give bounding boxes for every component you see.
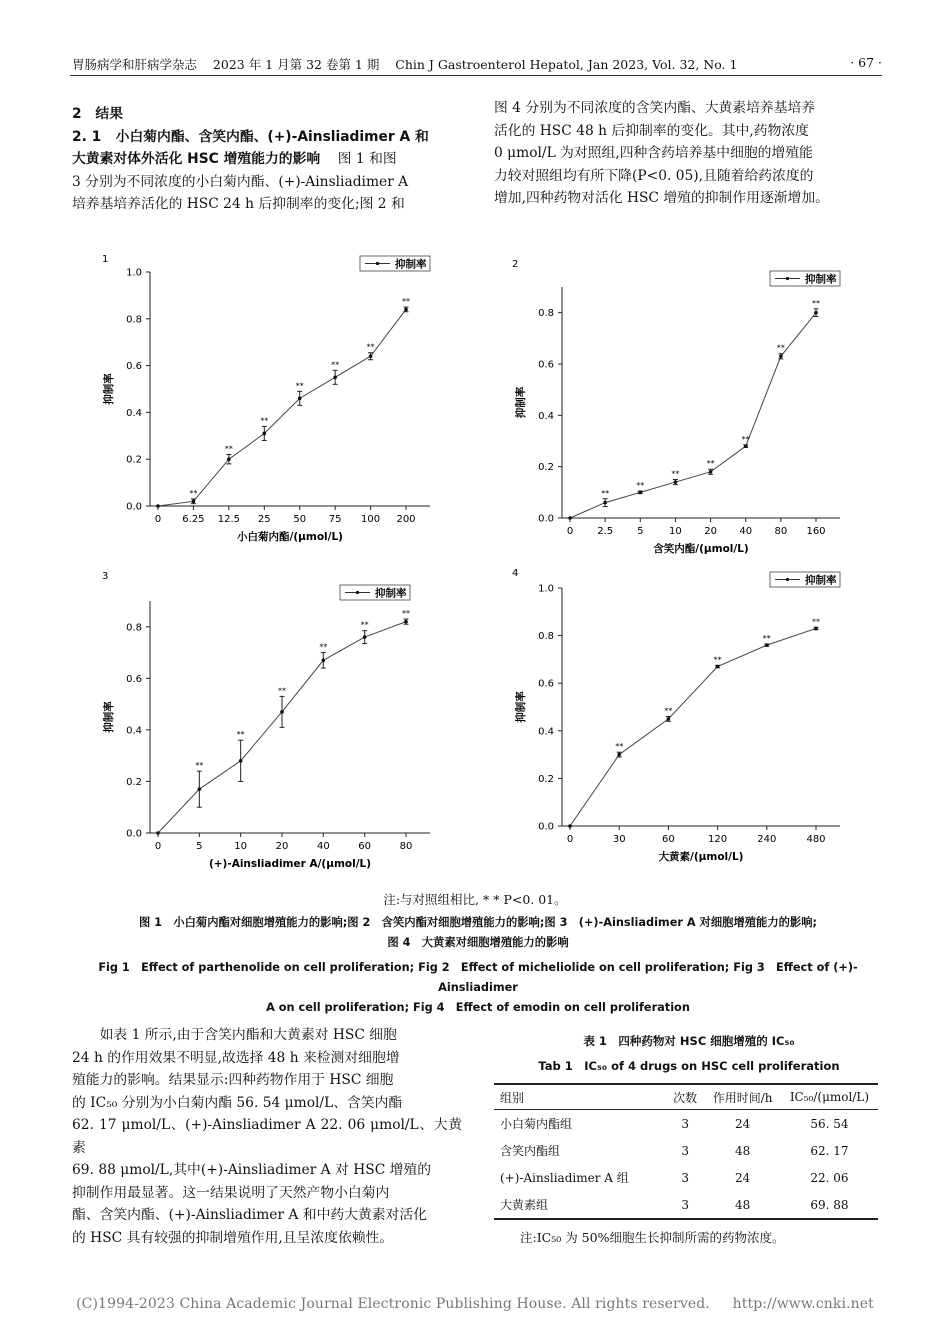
data-point xyxy=(192,500,196,504)
table-cell: 3 xyxy=(666,1191,704,1219)
significance-label: ** xyxy=(776,343,785,353)
legend-marker xyxy=(786,277,789,280)
x-tick-label: 40 xyxy=(316,841,330,852)
data-point xyxy=(709,470,713,474)
x-tick-label: 0 xyxy=(154,841,162,852)
y-tick-label: 0.6 xyxy=(538,359,554,371)
y-tick-label: 0.2 xyxy=(538,773,554,785)
significance-label: ** xyxy=(402,297,410,307)
table-cell: 62. 17 xyxy=(810,1143,849,1158)
y-tick-label: 0.8 xyxy=(538,631,554,643)
paragraph-line: 的 IC₅₀ 分别为小白菊内酯 56. 54 μmol/L、含笑内酯 xyxy=(72,1094,403,1111)
table-cell: 22. 06 xyxy=(810,1170,849,1185)
significance-label: ** xyxy=(195,761,204,771)
paragraph-line: 抑制作用最显著。这一结果说明了天然产物小白菊内 xyxy=(72,1184,390,1201)
y-tick-label: 0.6 xyxy=(126,673,142,685)
data-point xyxy=(363,635,367,639)
cnki-url: http://www.cnki.net xyxy=(732,1296,874,1312)
subheading-line-1 xyxy=(72,126,462,149)
paragraph-line: 殖能力的影响。结果显示:四种药物作用于 HSC 细胞 xyxy=(72,1072,394,1088)
data-point xyxy=(667,717,671,721)
data-point xyxy=(404,620,408,624)
paragraph-line: 活化的 HSC 48 h 后抑制率的变化。其中,药物浓度 xyxy=(494,122,809,139)
data-point xyxy=(603,501,607,505)
data-point xyxy=(369,354,373,358)
y-tick-label: 0.6 xyxy=(126,361,142,373)
table-header-row xyxy=(494,1084,878,1110)
significance-label: ** xyxy=(664,706,673,716)
series-line xyxy=(158,309,406,506)
chart-fig4 xyxy=(500,562,860,880)
figure-number: 4 xyxy=(512,568,519,579)
paragraph-line: 的 HSC 具有较强的抑制增殖作用,且呈浓度依赖性。 xyxy=(72,1229,394,1246)
table-row xyxy=(494,1191,878,1219)
table-cell: 56. 54 xyxy=(810,1116,849,1131)
significance-label: ** xyxy=(812,298,820,308)
chart-fig1 xyxy=(90,248,450,548)
y-tick-label: 0.0 xyxy=(126,501,142,513)
y-tick-label: 0.2 xyxy=(126,454,142,466)
x-tick-label: 480 xyxy=(806,834,826,845)
paragraph-line: 69. 88 μmol/L,其中(+)-Ainsliadimer A 对 HSC 增殖的 xyxy=(72,1162,432,1178)
y-tick-label: 1.0 xyxy=(538,583,554,595)
journal-name-en: Chin J Gastroenterol Hepatol, Jan 2023, Vol. 32, No. 1 xyxy=(395,57,738,72)
ic50-paragraph xyxy=(72,1024,462,1249)
table-row xyxy=(494,1137,878,1164)
running-header xyxy=(72,55,882,73)
legend-marker xyxy=(356,591,359,594)
table-title-cn: 表 1 四种药物对 HSC 细胞增殖的 IC₅₀ xyxy=(583,1034,795,1048)
figure-caption-cn-line-1: 图 1 小白菊内酯对细胞增殖能力的影响;图 2 含笑内酯对细胞增殖能力的影响;图 3 (+)-Ainsliadimer A 对细胞增殖能力的影响; xyxy=(138,916,818,929)
table-cell: 24 xyxy=(734,1170,751,1185)
significance-label: ** xyxy=(189,488,198,498)
x-tick-label: 12.5 xyxy=(217,514,240,525)
y-axis-label: 抑制率 xyxy=(515,691,527,723)
figure-caption-en-line-1: Fig 1 Effect of parthenolide on cell proliferation; Fig 2 Effect of micheliolide on cell proliferation; Fig 3 Effect of (+)-Ainsliadimer xyxy=(98,961,858,994)
legend-label: 抑制率 xyxy=(395,258,427,271)
copyright-text: (C)1994-2023 China Academic Journal Electronic Publishing House. All rights reserved. xyxy=(76,1296,710,1312)
table-cell: 48 xyxy=(704,1191,780,1219)
y-tick-label: 0.4 xyxy=(538,410,554,422)
y-tick-label: 0.2 xyxy=(538,462,554,474)
significance-label: ** xyxy=(278,686,286,696)
significance-label: ** xyxy=(706,459,715,469)
paragraph-line: 图 4 分别为不同浓度的含笑内酯、大黄素培养基培养 xyxy=(494,100,816,116)
x-tick-label: 60 xyxy=(358,841,372,852)
journal-name-cn: 胃肠病学和肝病学杂志 xyxy=(72,57,198,72)
data-point xyxy=(298,397,302,401)
significance-label: ** xyxy=(812,617,820,627)
paragraph-line: 增加,四种药物对活化 HSC 增殖的抑制作用逐渐增加。 xyxy=(494,190,829,206)
data-point xyxy=(333,376,337,380)
table-cell: (+)-Ainsliadimer A 组 xyxy=(500,1171,629,1185)
y-tick-label: 0.4 xyxy=(126,725,142,737)
x-tick-label: 60 xyxy=(662,834,675,845)
subheading-number: 2. 1 xyxy=(72,128,102,145)
x-tick-label: 160 xyxy=(806,526,826,537)
table-cell: 3 xyxy=(681,1170,689,1185)
table-cell: 含笑内酯组 xyxy=(500,1144,561,1158)
paragraph-line: 如表 1 所示,由于含笑内酯和大黄素对 HSC 细胞 xyxy=(99,1027,397,1043)
x-tick-label: 80 xyxy=(399,841,413,852)
journal-issue-cn: 2023 年 1 月第 32 卷第 1 期 xyxy=(212,57,380,72)
x-tick-label: 2.5 xyxy=(597,526,614,537)
figure-note: 注:与对照组相比, * * P<0. 01。 xyxy=(383,892,567,907)
legend-label: 抑制率 xyxy=(375,587,407,600)
data-point xyxy=(568,824,572,828)
legend-marker xyxy=(786,578,789,581)
legend-label: 抑制率 xyxy=(805,574,837,587)
paragraph-line: 62. 17 μmol/L、(+)-Ainsliadimer A 22. 06 μmol/L、大黄素 xyxy=(72,1117,462,1156)
y-tick-label: 0.4 xyxy=(538,726,554,738)
table-title-en: Tab 1 IC₅₀ of 4 drugs on HSC cell proliferation xyxy=(538,1059,840,1073)
x-axis-label: 小白菊内酯/(μmol/L) xyxy=(237,531,343,543)
x-tick-label: 30 xyxy=(612,834,626,845)
page-number: · 67 · xyxy=(850,55,882,70)
paragraph-line: 24 h 的作用效果不明显,故选择 48 h 来检测对细胞增 xyxy=(72,1049,400,1066)
y-tick-label: 0.8 xyxy=(126,314,142,326)
x-tick-label: 20 xyxy=(704,526,717,537)
significance-label: ** xyxy=(260,416,269,426)
significance-label: ** xyxy=(402,609,410,619)
results-section-right xyxy=(494,97,884,210)
data-point xyxy=(814,311,818,315)
data-point xyxy=(280,710,284,714)
x-tick-label: 20 xyxy=(275,841,289,852)
subheading-text-1: 小白菊内酯、含笑内酯、(+)-Ainsliadimer A 和 xyxy=(115,128,429,145)
y-axis-label: 抑制率 xyxy=(103,701,115,733)
results-section-left xyxy=(72,103,462,216)
table-row xyxy=(494,1164,878,1191)
x-tick-label: 200 xyxy=(396,514,416,525)
figure-caption-cn-line-2: 图 4 大黄素对细胞增殖能力的影响 xyxy=(387,936,569,949)
x-tick-label: 50 xyxy=(293,514,307,525)
legend-marker xyxy=(376,262,379,265)
table-cell: 3 xyxy=(681,1116,689,1131)
y-tick-label: 1.0 xyxy=(126,267,142,279)
y-tick-label: 0.4 xyxy=(126,407,142,419)
y-tick-label: 0.0 xyxy=(126,828,142,840)
x-tick-label: 120 xyxy=(708,834,728,845)
paragraph-line: 培养基培养活化的 HSC 24 h 后抑制率的变化;图 2 和 xyxy=(72,196,405,212)
significance-label: ** xyxy=(360,620,369,630)
x-tick-label: 240 xyxy=(757,834,777,845)
paragraph-line: 3 分别为不同浓度的小白菊内酯、(+)-Ainsliadimer A xyxy=(72,173,409,190)
y-tick-label: 0.2 xyxy=(126,776,142,788)
figure-caption-cn xyxy=(72,913,884,953)
data-point xyxy=(716,665,720,669)
data-point xyxy=(156,504,160,508)
table-header-cell: 组别 xyxy=(494,1084,666,1110)
significance-label: ** xyxy=(366,342,375,352)
data-point xyxy=(198,787,202,791)
x-tick-label: 40 xyxy=(739,526,753,537)
y-axis-label: 抑制率 xyxy=(103,373,115,405)
table-cell: 24 xyxy=(734,1116,751,1131)
x-tick-label: 6.25 xyxy=(182,514,205,525)
table-cell: 3 xyxy=(681,1143,689,1158)
data-point xyxy=(322,658,326,662)
data-point xyxy=(617,753,621,757)
y-tick-label: 0.6 xyxy=(538,678,554,690)
significance-label: ** xyxy=(236,730,245,740)
table-cell: 大黄素组 xyxy=(494,1191,666,1219)
copyright-footer xyxy=(0,1296,950,1312)
significance-label: ** xyxy=(741,434,750,444)
y-tick-label: 0.8 xyxy=(126,622,142,634)
significance-label: ** xyxy=(671,469,680,479)
x-tick-label: 10 xyxy=(234,841,248,852)
y-tick-label: 0.0 xyxy=(538,513,554,525)
figure-number: 2 xyxy=(512,259,519,270)
x-tick-label: 75 xyxy=(328,514,342,525)
data-point xyxy=(239,759,243,763)
data-point xyxy=(744,444,748,448)
data-point xyxy=(674,480,678,484)
data-point xyxy=(765,643,769,647)
significance-label: ** xyxy=(224,444,233,454)
paragraph-lead: 图 1 和图 xyxy=(337,151,397,167)
table-row xyxy=(494,1110,878,1138)
chart-fig3 xyxy=(90,565,450,880)
paragraph-line: 酯、含笑内酯、(+)-Ainsliadimer A 和中药大黄素对活化 xyxy=(72,1207,427,1223)
y-tick-label: 0.8 xyxy=(538,308,554,320)
section-heading: 2 结果 xyxy=(72,106,123,122)
y-tick-label: 0.0 xyxy=(538,821,554,833)
x-tick-label: 0 xyxy=(566,526,574,537)
paragraph-line: 0 μmol/L 为对照组,四种含药培养基中细胞的增殖能 xyxy=(494,145,813,161)
significance-label: ** xyxy=(295,381,304,391)
significance-label: ** xyxy=(762,633,771,643)
table-cell: 69. 88 xyxy=(781,1191,878,1219)
figure-caption-en xyxy=(72,958,884,1018)
table-header-cell: 作用时间/h xyxy=(704,1084,780,1110)
data-point xyxy=(814,627,818,631)
x-tick-label: 0 xyxy=(566,834,574,845)
table-cell: 小白菊内酯组 xyxy=(500,1117,573,1131)
header-rule xyxy=(70,75,882,76)
data-point xyxy=(779,355,783,359)
series-line xyxy=(570,628,816,826)
table-note: 注:IC₅₀ 为 50%细胞生长抑制所需的药物浓度。 xyxy=(520,1230,785,1245)
x-tick-label: 5 xyxy=(637,526,644,537)
data-point xyxy=(262,432,266,436)
significance-label: ** xyxy=(713,655,722,665)
significance-label: ** xyxy=(636,481,645,491)
ic50-table xyxy=(494,1083,878,1220)
paragraph-line: 力较对照组均有所下降(P<0. 05),且随着给药浓度的 xyxy=(494,167,814,184)
significance-label: ** xyxy=(319,642,328,652)
data-point xyxy=(638,491,642,495)
significance-label: ** xyxy=(615,742,624,752)
subheading-line-2 xyxy=(72,148,462,171)
chart-fig2 xyxy=(500,253,860,558)
significance-label: ** xyxy=(601,488,610,498)
data-point xyxy=(227,457,231,461)
data-point xyxy=(156,831,160,835)
subheading-text-2: 大黄素对体外活化 HSC 增殖能力的影响 xyxy=(72,151,321,167)
figure-number: 3 xyxy=(102,571,109,582)
x-tick-label: 100 xyxy=(361,514,381,525)
x-tick-label: 0 xyxy=(154,514,162,525)
table-header-cell: IC₅₀/(μmol/L) xyxy=(781,1084,878,1110)
x-axis-label: 大黄素/(μmol/L) xyxy=(658,851,744,863)
table-header-cell: 次数 xyxy=(666,1084,704,1110)
figure-number: 1 xyxy=(102,254,109,265)
y-axis-label: 抑制率 xyxy=(515,386,527,419)
x-axis-label: (+)-Ainsliadimer A/(μmol/L) xyxy=(208,858,372,870)
x-tick-label: 5 xyxy=(196,841,203,852)
x-tick-label: 80 xyxy=(774,526,788,537)
x-axis-label: 含笑内酯/(μmol/L) xyxy=(653,543,749,555)
legend-label: 抑制率 xyxy=(805,273,837,286)
data-point xyxy=(404,308,408,312)
x-tick-label: 10 xyxy=(669,526,682,537)
x-tick-label: 25 xyxy=(257,514,271,525)
table-cell: 48 xyxy=(734,1143,751,1158)
significance-label: ** xyxy=(331,360,340,370)
figure-caption-en-line-2: A on cell proliferation; Fig 4 Effect of emodin on cell proliferation xyxy=(266,1001,690,1014)
data-point xyxy=(568,516,572,520)
